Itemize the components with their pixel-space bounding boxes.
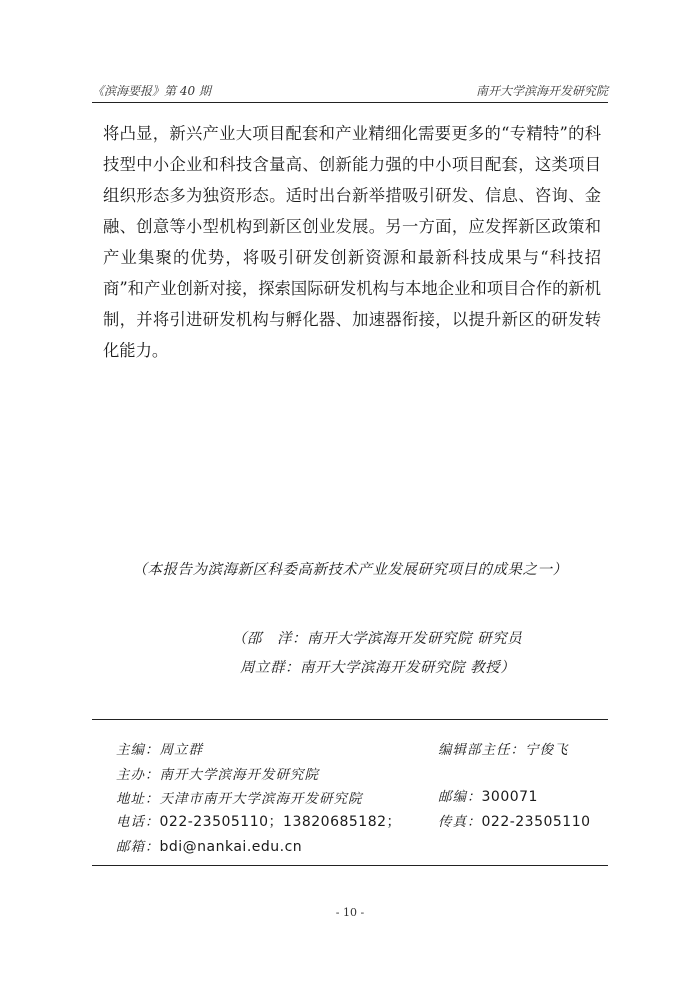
author-line-2: 周立群：南开大学滨海开发研究院 教授） — [240, 660, 516, 676]
fax-value: 022-23505110 — [481, 814, 591, 830]
footer-top-rule — [92, 719, 608, 720]
body-paragraph: 将凸显，新兴产业大项目配套和产业精细化需要更多的“专精特”的科技型中小企业和科技含量高、创新能力强的中小项目配套，这类项目组织形态多为独资形态。适时出台新举措吸引研发、信息、咨询、金融、创意等小型机构到新区创业发展。另一方面，应发挥新区政策和产业集聚的优势，将吸引研发创新资源和最新科技成果与“科技招商”和产业创新对接，探索国际研发机构与本地企业和项目合作的新机制，并将引进研发机构与孵化器、加速器衔接，以提升新区的研发转化能力。 — [103, 124, 601, 360]
footer-fax — [438, 810, 591, 830]
header-publication: 《滨海要报》第 40 期 — [92, 84, 211, 98]
running-header — [92, 84, 608, 103]
page-number: - 10 - — [335, 906, 365, 919]
footer-address — [116, 787, 363, 807]
footer-phone — [116, 810, 401, 831]
footer-director — [438, 738, 569, 758]
footer-email — [116, 835, 302, 855]
footer-bottom-rule — [92, 865, 608, 866]
footer-sponsor — [116, 763, 319, 783]
phone-value: 022-23505110；13820685182； — [159, 814, 402, 830]
fax-label: 传真： — [438, 814, 482, 830]
address-value: 天津市南开大学滨海开发研究院 — [159, 791, 363, 807]
sponsor-label: 主办： — [116, 767, 160, 783]
editor-label: 主编： — [116, 742, 160, 758]
author-line-1: （邵 洋：南开大学滨海开发研究院 研究员 — [232, 631, 523, 647]
editor-value: 周立群 — [159, 742, 203, 758]
header-institute: 南开大学滨海开发研究院 — [475, 84, 608, 98]
sponsor-value: 南开大学滨海开发研究院 — [159, 767, 319, 783]
director-value: 宁俊飞 — [525, 742, 569, 758]
email-value: bdi@nankai.edu.cn — [159, 839, 303, 855]
email-label: 邮箱： — [116, 839, 160, 855]
postcode-value: 300071 — [481, 789, 538, 805]
director-label: 编辑部主任： — [438, 742, 525, 758]
footer-postcode — [438, 785, 538, 805]
address-label: 地址： — [116, 791, 160, 807]
report-note: （本报告为滨海新区科委高新技术产业发展研究项目的成果之一） — [132, 562, 568, 578]
phone-label: 电话： — [116, 814, 160, 830]
footer-editor — [116, 738, 203, 758]
postcode-label: 邮编： — [438, 789, 482, 805]
